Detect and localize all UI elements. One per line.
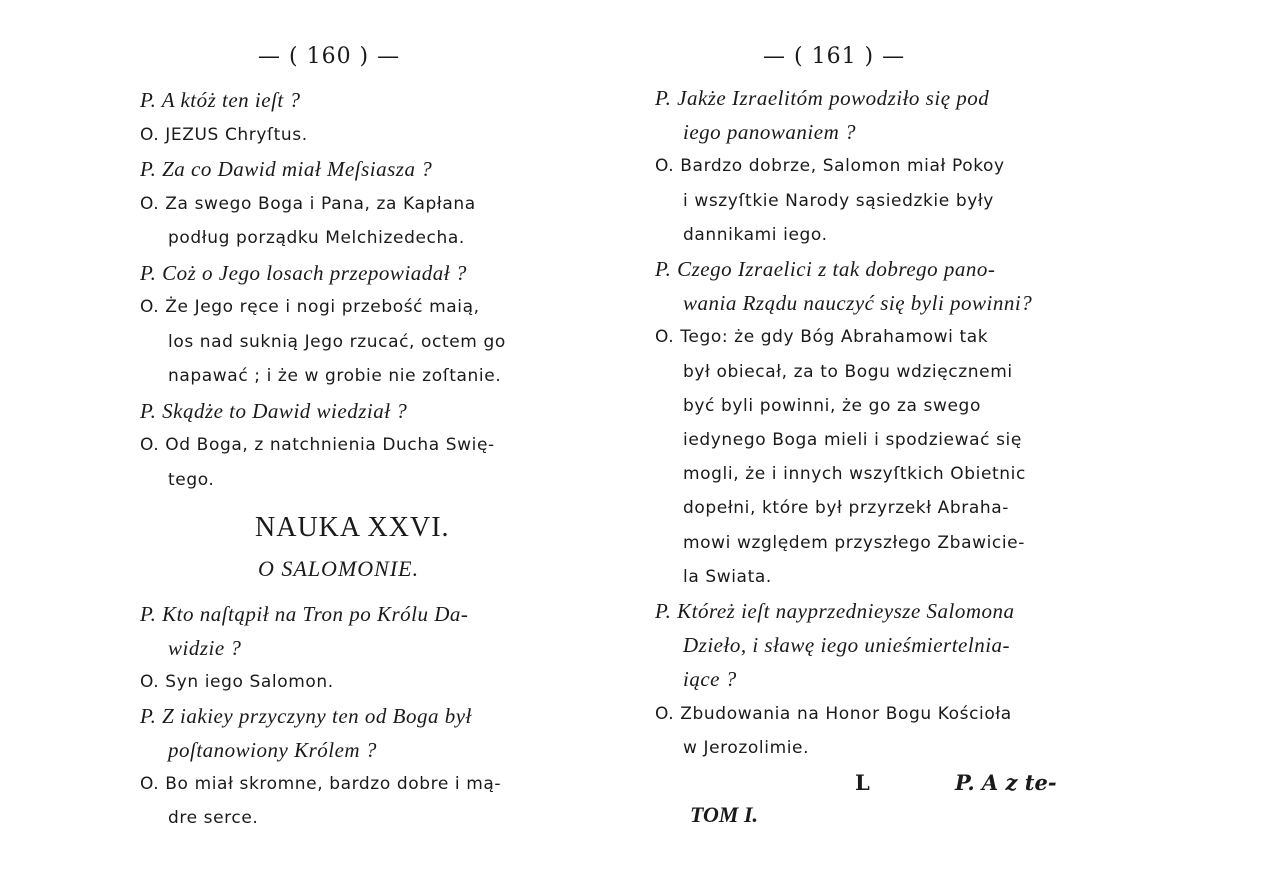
answer-line: był obiecał, za to Bogu wdzięcznemi xyxy=(683,361,1013,382)
answer-line: la Swiata. xyxy=(683,566,772,587)
answer-line: O. Tego: że gdy Bóg Abrahamowi tak xyxy=(655,327,989,348)
answer-line: O. Bardzo dobrze, Salomon miał Pokoy xyxy=(655,156,1005,177)
question-line: P. Za co Dawid miał Meſsiasza ? xyxy=(140,157,433,181)
question-line: P. Z iakiey przyczyny ten od Boga był xyxy=(140,704,472,728)
answer-line: O. Syn iego Salomon. xyxy=(140,672,334,692)
question-line: Dzieło, i sławę iego unieśmiertelnia- xyxy=(683,633,1011,658)
question-line: widzie ? xyxy=(168,636,242,660)
answer-line: O. Za swego Boga i Pana, za Kapłana xyxy=(140,193,476,214)
catchword: P. A z te- xyxy=(955,770,1057,795)
answer-line: O. Że Jego ręce i nogi przebość maią, xyxy=(140,297,480,317)
answer-line: iedynego Boga mieli i spodziewać się xyxy=(683,430,1022,450)
answer-line: O. Zbudowania na Honor Bogu Kościoła xyxy=(655,703,1012,724)
section-subheading: O SALOMONIE. xyxy=(258,556,420,581)
answer-line: O. JEZUS Chryſtus. xyxy=(140,124,308,145)
question-line: poſtanowiony Królem ? xyxy=(168,738,377,762)
question-line: P. Coż o Jego losach przepowiadał ? xyxy=(140,260,467,285)
answer-line: napawać ; i że w grobie nie zoſtanie. xyxy=(168,366,502,386)
answer-line: tego. xyxy=(168,469,215,490)
section-heading: NAUKA XXVI. xyxy=(255,512,450,543)
answer-line: los nad suknią Jego rzucać, octem go xyxy=(168,331,506,352)
signature-mark: L xyxy=(855,770,870,795)
question-line: P. Któreż ieſt nayprzednieysze Salomona xyxy=(655,599,1015,623)
answer-line: podług porządku Melchizedecha. xyxy=(168,228,465,248)
answer-line: mogli, że i innych wszyſtkich Obietnic xyxy=(683,464,1026,485)
answer-line: i wszyſtkie Narody sąsiedzkie były xyxy=(683,190,994,211)
question-line: P. Jakże Izraelitóm powodziło się pod xyxy=(655,86,990,110)
question-line: iego panowaniem ? xyxy=(683,120,856,145)
answer-line: dopełni, które był przyrzekł Abraha- xyxy=(683,498,1010,519)
volume-footer: TOM I. xyxy=(690,802,759,827)
question-line: P. Kto naſtąpił na Tron po Królu Da- xyxy=(140,602,469,626)
question-line: P. A któż ten ieſt ? xyxy=(140,88,301,112)
answer-line: w Jerozolimie. xyxy=(683,737,810,758)
answer-line: być byli powinni, że go za swego xyxy=(683,395,981,416)
answer-line: dannikami iego. xyxy=(683,224,828,245)
page-number-header: — ( 161 ) — xyxy=(763,44,906,69)
question-line: P. Skądże to Dawid wiedział ? xyxy=(140,398,408,423)
question-line: P. Czego Izraelici z tak dobrego pano- xyxy=(655,257,996,281)
answer-line: O. Bo miał skromne, bardzo dobre i mą- xyxy=(140,774,502,794)
question-line: wania Rządu nauczyć się byli powinni? xyxy=(683,291,1033,316)
page-number-header: — ( 160 ) — xyxy=(258,44,401,69)
answer-line: mowi względem przyszłego Zbawicie- xyxy=(683,532,1025,553)
answer-line: dre serce. xyxy=(168,808,259,828)
answer-line: O. Od Boga, z natchnienia Ducha Swię- xyxy=(140,435,495,455)
question-line: iące ? xyxy=(683,667,737,692)
